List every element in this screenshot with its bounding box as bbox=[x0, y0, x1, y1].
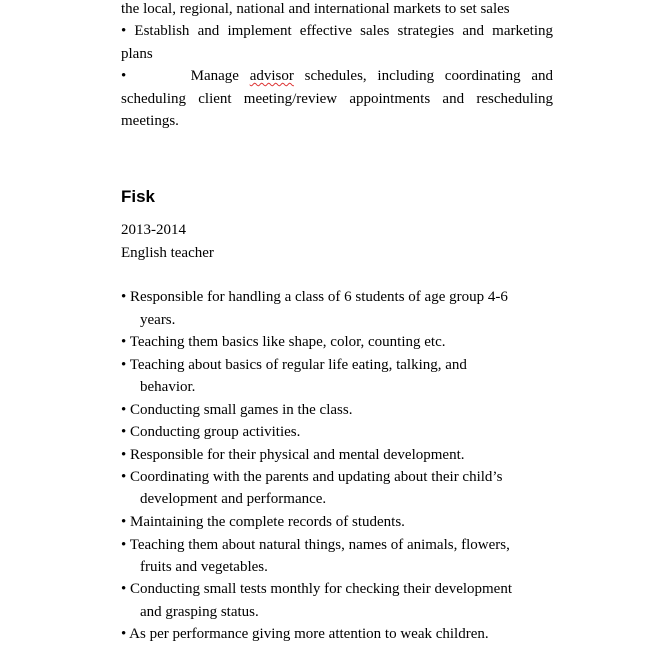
responsibility-item: • Conducting small tests monthly for checking their development bbox=[121, 581, 513, 597]
responsibility-item: • Conducting group activities. bbox=[121, 424, 301, 440]
responsibility-item: • Responsible for their physical and mental development. bbox=[121, 447, 465, 463]
responsibility-item: • Conducting small games in the class. bbox=[121, 402, 353, 418]
responsibility-item: • Teaching them about natural things, names of animals, flowers, bbox=[121, 537, 510, 553]
bullet-text: schedules, including coordinating and bbox=[293, 68, 554, 84]
previous-job-bullet-continuation: scheduling client meeting/review appointments and rescheduling bbox=[121, 91, 553, 107]
responsibility-item: • Responsible for handling a class of 6 students of age group 4-6 bbox=[121, 289, 508, 305]
responsibility-item-continuation: fruits and vegetables. bbox=[140, 559, 268, 575]
responsibility-item-continuation: development and performance. bbox=[140, 491, 327, 507]
previous-job-bullet-continuation: plans bbox=[121, 46, 153, 62]
spellcheck-flagged-word[interactable]: advisor bbox=[249, 68, 294, 84]
responsibility-item-continuation: behavior. bbox=[140, 379, 196, 395]
responsibility-item-continuation: years. bbox=[140, 312, 176, 328]
job-title: English teacher bbox=[121, 245, 214, 261]
previous-job-bullet-continuation: meetings. bbox=[121, 113, 179, 129]
responsibility-item-continuation: and grasping status. bbox=[140, 604, 259, 620]
responsibility-item: • Teaching them basics like shape, color, counting etc. bbox=[121, 334, 446, 350]
section-heading: Fisk bbox=[121, 187, 156, 206]
responsibility-item: • Coordinating with the parents and updating about their child’s bbox=[121, 469, 503, 485]
employment-years: 2013-2014 bbox=[121, 222, 186, 238]
bullet-text: • Manage bbox=[121, 68, 250, 84]
responsibility-item: • Teaching about basics of regular life eating, talking, and bbox=[121, 357, 467, 373]
previous-job-line: the local, regional, national and international markets to set sales bbox=[121, 1, 510, 17]
previous-job-bullet bbox=[121, 67, 553, 85]
previous-job-bullet: • Establish and implement effective sales strategies and marketing bbox=[121, 23, 553, 39]
responsibility-item: • Maintaining the complete records of students. bbox=[121, 514, 405, 530]
responsibility-item: • As per performance giving more attention to weak children. bbox=[121, 626, 489, 642]
